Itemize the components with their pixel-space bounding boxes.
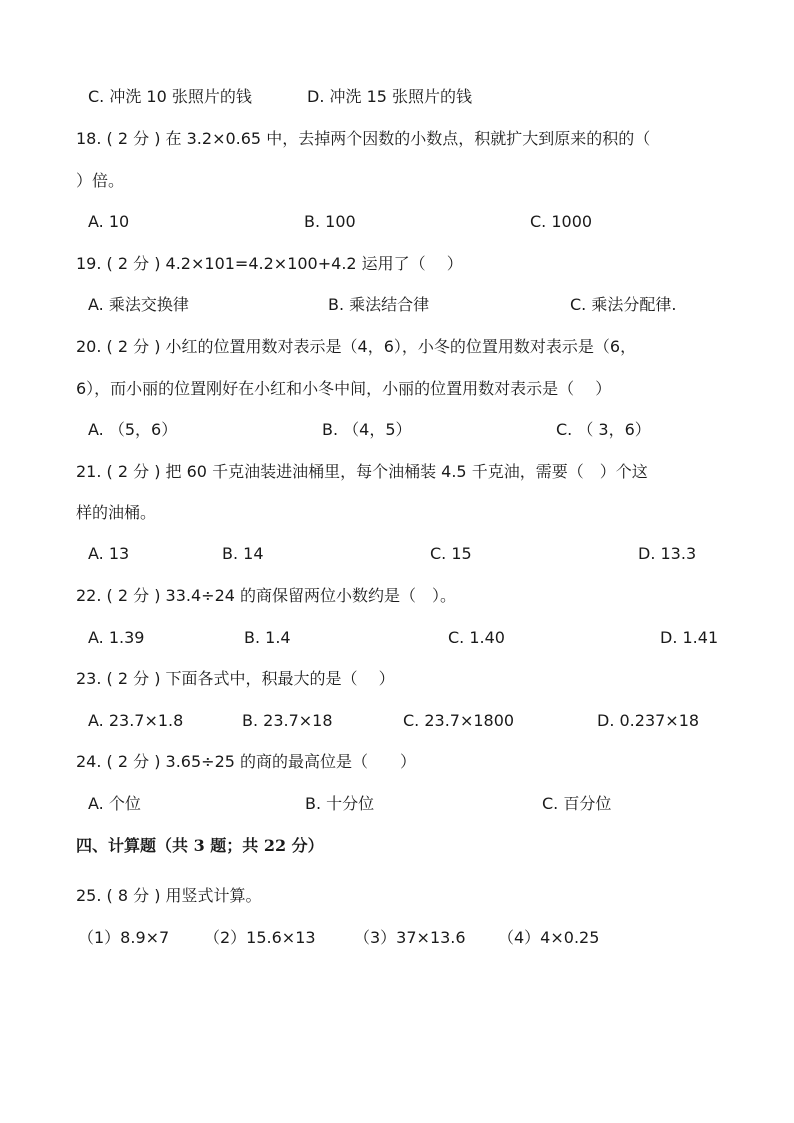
q18-option-a: A. 10 [88, 212, 130, 231]
q25-part-2: （2）15.6×13 [204, 928, 316, 947]
q24-stem: 24. ( 2 分 ) 3.65÷25 的商的最高位是（ ） [76, 752, 417, 771]
q24-option-c: C. 百分位 [542, 794, 612, 813]
q18-option-b: B. 100 [304, 212, 356, 231]
q19-option-a: A. 乘法交换律 [88, 295, 189, 314]
q20-stem-line2: 6），而小丽的位置刚好在小红和小冬中间，小丽的位置用数对表示是（ ） [76, 379, 612, 398]
q18-stem-line2: ）倍。 [76, 171, 125, 190]
q20-stem-line1: 20. ( 2 分 ) 小红的位置用数对表示是（4，6），小冬的位置用数对表示是（6， [76, 337, 637, 356]
q20-option-b: B. （4，5） [322, 420, 412, 439]
q25-part-4: （4）4×0.25 [498, 928, 600, 947]
q20-option-a: A. （5，6） [88, 420, 178, 439]
q23-option-d: D. 0.237×18 [597, 711, 700, 730]
q19-option-c: C. 乘法分配律. [570, 295, 677, 314]
q23-option-c: C. 23.7×1800 [403, 711, 515, 730]
q21-option-d: D. 13.3 [638, 544, 697, 563]
q22-option-c: C. 1.40 [448, 628, 505, 647]
q22-option-a: A. 1.39 [88, 628, 145, 647]
q21-stem-line2: 样的油桶。 [76, 503, 157, 522]
q20-option-c: C. （ 3，6） [556, 420, 651, 439]
q21-option-c: C. 15 [430, 544, 472, 563]
q19-option-b: B. 乘法结合律 [328, 295, 430, 314]
q18-option-c: C. 1000 [530, 212, 593, 231]
q25-part-3: （3）37×13.6 [354, 928, 466, 947]
q24-option-a: A. 个位 [88, 794, 141, 813]
q23-option-b: B. 23.7×18 [242, 711, 333, 730]
q24-option-b: B. 十分位 [305, 794, 375, 813]
section-heading: 四、计算题（共 3 题；共 22 分） [76, 836, 324, 855]
q25-stem: 25. ( 8 分 ) 用竖式计算。 [76, 886, 262, 905]
q25-part-1: （1）8.9×7 [78, 928, 170, 947]
q23-stem: 23. ( 2 分 ) 下面各式中，积最大的是（ ） [76, 669, 395, 688]
q17-option-d: D. 冲洗 15 张照片的钱 [307, 87, 473, 106]
q22-option-b: B. 1.4 [244, 628, 291, 647]
q21-option-a: A. 13 [88, 544, 130, 563]
q21-option-b: B. 14 [222, 544, 264, 563]
q18-stem-line1: 18. ( 2 分 ) 在 3.2×0.65 中，去掉两个因数的小数点，积就扩大到原来的积的（ [76, 129, 651, 148]
q22-stem: 22. ( 2 分 ) 33.4÷24 的商保留两位小数约是（ ）。 [76, 586, 457, 605]
q23-option-a: A. 23.7×1.8 [88, 711, 184, 730]
q19-stem: 19. ( 2 分 ) 4.2×101=4.2×100+4.2 运用了（ ） [76, 254, 463, 273]
q22-option-d: D. 1.41 [660, 628, 719, 647]
q17-option-c: C. 冲洗 10 张照片的钱 [88, 87, 252, 106]
q21-stem-line1: 21. ( 2 分 ) 把 60 千克油装进油桶里，每个油桶装 4.5 千克油，需要（ ）个这 [76, 462, 648, 481]
